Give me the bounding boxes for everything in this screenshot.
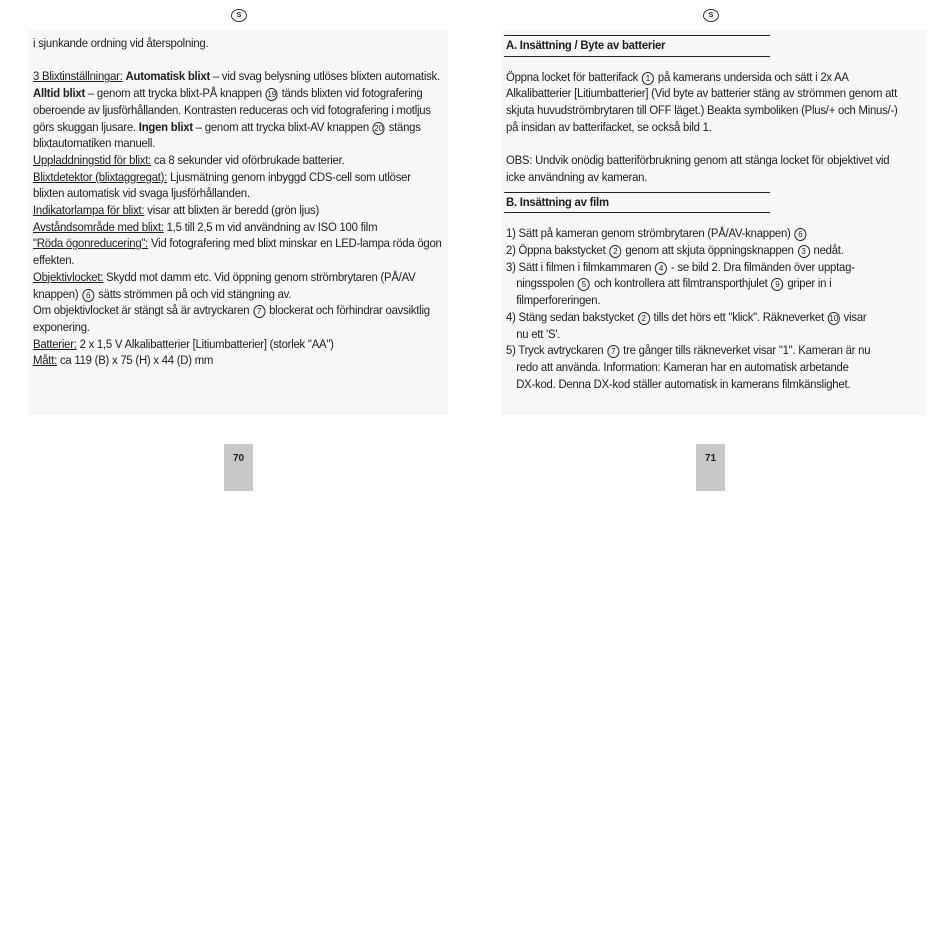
charge-time-line: Uppladdningstid för blixt: ca 8 sekunder vid oförbrukade batterier. [33, 152, 345, 167]
battery-instructions: Öppna locket för batterifack 1 på kamerans undersida och sätt i 2x AA Alkalibatterier [Litiumbatterier] (Vid byte av batterier stäng av strömmen genom att skjuta huvudströmbrytaren till OFF läget.) Beakta symboliken (Plus/+ och Minus/-) på insidan av batterifacket, se också bild 1. [506, 69, 898, 134]
film-step-2: 2) Öppna bakstycket 2 genom att skjuta öppningsknappen 3 nedåt. [506, 243, 844, 258]
always-flash-term: Alltid blixt [33, 86, 85, 101]
left-content [33, 35, 442, 369]
film-step-5-cont: redo att använda. Information: Kameran har en automatisk arbetande [516, 359, 849, 374]
flash-settings-label: 3 Blixtinställningar: [33, 69, 123, 84]
film-section-heading: B. Insättning av film [504, 192, 770, 214]
circled-number-6: 6 [794, 228, 806, 241]
circled-number-10: 10 [829, 312, 839, 323]
battery-note: OBS: Undvik onödig batteriförbrukning genom att stänga locket för objektivet vid icke användning av kameran. [506, 153, 890, 184]
film-step-5-end: DX-kod. Denna DX-kod ställer automatisk in kamerans filmkänslighet. [516, 376, 851, 391]
film-step-3-end: filmperforeringen. [516, 293, 601, 308]
flash-range-line: Avståndsområde med blixt: 1,5 till 2,5 m vid användning av ISO 100 film [33, 219, 378, 234]
right-page [473, 0, 946, 946]
page-number-70: 70 [224, 444, 253, 491]
film-step-4: 4) Stäng sedan bakstycket 2 tills det hörs ett "klick". Räkneverket 10 visar [506, 309, 867, 324]
right-content [506, 35, 911, 392]
circled-number-19: 19 [267, 89, 277, 100]
circled-number-3: 3 [798, 245, 810, 258]
circled-number-20: 20 [374, 122, 384, 133]
circled-number-1: 1 [642, 72, 654, 85]
film-step-4-end: nu ett 'S'. [516, 326, 561, 341]
dimensions-line: Mått: ca 119 (B) x 75 (H) x 44 (D) mm [33, 353, 214, 368]
no-flash-term: Ingen blixt [138, 119, 193, 134]
battery-section-heading: A. Insättning / Byte av batterier [504, 35, 770, 57]
circled-number-6: 6 [82, 289, 94, 302]
circled-number-2: 2 [638, 312, 650, 325]
batteries-line: Batterier: 2 x 1,5 V Alkalibatterier [Litiumbatterier] (storlek "AA") [33, 336, 334, 351]
lens-cover-note: Om objektivlocket är stängt så är avtryckaren 7 blockerat och förhindrar oavsiktlig exponering. [33, 303, 430, 334]
red-eye-line: "Röda ögonreducering": Vid fotografering med blixt minskar en LED-lampa röda ögon effekten. [33, 236, 442, 268]
lens-cover-line: Objektivlocket: Skydd mot damm etc. Vid öppning genom strömbrytaren (PÅ/AV knappen) 6 sätts strömmen på och vid stängning av. [33, 269, 416, 301]
circled-number-4: 4 [655, 262, 667, 275]
film-step-3: 3) Sätt i filmen i filmkammaren 4 - se bild 2. Dra filmänden över upptag- [506, 259, 855, 274]
film-step-5: 5) Tryck avtryckaren 7 tre gånger tills räkneverket visar "1". Kameran är nu [506, 343, 871, 358]
film-step-3-cont: ningsspolen 5 och kontrollera att filmtransporthjulet 9 griper in i [516, 276, 832, 291]
page-number-71: 71 [696, 444, 725, 491]
circled-number-5: 5 [578, 278, 590, 291]
intro-line: i sjunkande ordning vid återspolning. [33, 36, 209, 50]
language-mark-s: S [231, 9, 247, 22]
circled-number-9: 9 [771, 278, 783, 291]
circled-number-2: 2 [609, 245, 621, 258]
indicator-lamp-line: Indikatorlampa för blixt: visar att blixten är beredd (grön ljus) [33, 203, 320, 218]
film-step-1: 1) Sätt på kameran genom strömbrytaren (PÅ/AV-knappen) 6 [506, 225, 911, 242]
language-mark-s: S [703, 9, 719, 22]
flash-detector-line: Blixtdetektor (blixtaggregat): Ljusmätning genom inbyggd CDS-cell som utlöser blixten automatisk vid svaga ljusförhållanden. [33, 169, 411, 201]
flash-settings-paragraph: 3 Blixtinställningar: Automatisk blixt – vid svag belysning utlöses blixten automatisk. Alltid blixt – genom att trycka blixt-PÅ knappen 19 tänds blixten vid fotografering oberoende av ljusförhållanden. Kontrasten reduceras och vid fotografering i motljus görs skuggan ljusare. Ingen blixt – genom att trycka blixt-AV knappen 20 stängs blixtautomatiken manuell. [33, 69, 440, 151]
circled-number-7: 7 [607, 345, 619, 358]
auto-flash-term: Automatisk blixt [125, 69, 211, 84]
circled-number-7: 7 [253, 305, 265, 318]
